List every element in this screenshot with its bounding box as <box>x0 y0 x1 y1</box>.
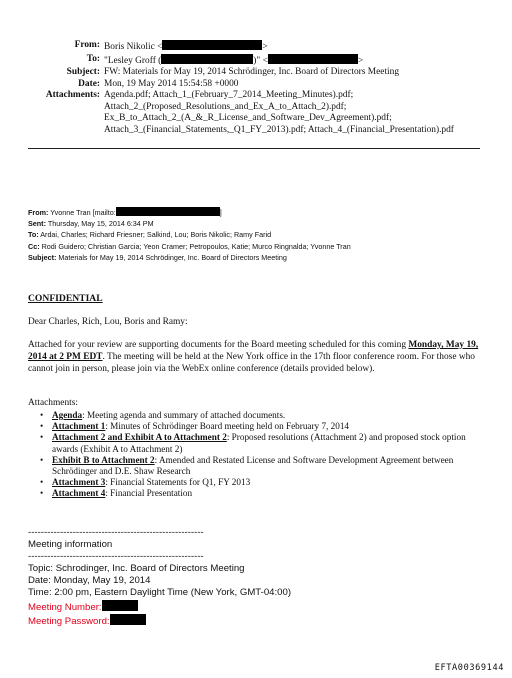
para-pre: Attached for your review are supporting documents for the Board meeting scheduled for this coming <box>28 340 409 350</box>
header-date-row <box>0 79 512 91</box>
attachment-name: Agenda <box>52 410 83 420</box>
meeting-number-label: Meeting Number: <box>28 601 102 613</box>
fwd-subject-value: Materials for May 19, 2014 Schrödinger, Inc. Board of Directors Meeting <box>58 252 287 262</box>
fwd-sent-row <box>28 218 351 229</box>
meeting-info <box>28 527 291 628</box>
fwd-sent-value: Thursday, May 15, 2014 6:34 PM <box>47 219 154 229</box>
fwd-from-close: ] <box>219 208 222 217</box>
meeting-dash-top: ------------------------------------------------------- <box>28 527 204 538</box>
bullet-icon: • <box>40 410 44 420</box>
meeting-time: Time: 2:00 pm, Eastern Daylight Time (New York, GMT-04:00) <box>28 587 292 599</box>
meeting-datetime: Monday, May 19, 2014 at 2 PM EDT <box>28 340 479 362</box>
meeting-date: Date: Monday, May 19, 2014 <box>28 575 151 587</box>
para-post: . The meeting will be held at the New York office in the 17th floor conference room. For those who cannot join in person, please join via the WebEx online conference (details provided below). <box>28 351 475 374</box>
meeting-password-row <box>28 614 291 628</box>
attachment-desc: : Minutes of Schrödinger Board meeting held on February 7, 2014 <box>105 421 350 432</box>
header-attachments-row <box>0 90 512 136</box>
date-label: Date: <box>78 78 100 89</box>
header-divider <box>28 148 480 149</box>
redaction-block <box>116 207 220 216</box>
header-from-row <box>0 40 512 54</box>
fwd-cc-row <box>28 241 351 252</box>
fwd-from-label: From: <box>28 208 49 217</box>
redaction-block <box>110 614 146 625</box>
fwd-to-label: To: <box>28 230 39 240</box>
attachment-name: Attachment 3 <box>52 477 106 488</box>
attachment-line: Ex_B_to_Attach_2_(A_&_R_License_and_Software_Dev_Agreement).pdf; <box>104 113 392 123</box>
fwd-cc-label: Cc: <box>28 241 40 251</box>
meeting-number-row <box>28 600 291 614</box>
greeting: Dear Charles, Rich, Lou, Boris and Ramy: <box>28 317 188 327</box>
fwd-subject-label: Subject: <box>28 252 57 262</box>
list-item <box>38 477 488 488</box>
from-value: Boris Nikolic < <box>104 42 163 52</box>
forwarded-header <box>28 207 351 263</box>
attachment-desc: : Proposed resolutions (Attachment 2) and proposed stock option awards (Exhibit A to Attachment 2) <box>52 432 466 454</box>
list-item <box>38 455 488 477</box>
meeting-dash-bottom: ------------------------------------------------------- <box>28 551 204 563</box>
email-header <box>0 40 512 136</box>
redaction-block <box>162 40 262 50</box>
fwd-sent-label: Sent: <box>28 219 46 229</box>
meeting-password-label: Meeting Password: <box>28 615 110 627</box>
confidential-heading: CONFIDENTIAL <box>28 293 103 304</box>
attachments-label: Attachments: <box>45 90 100 100</box>
attachment-name: Attachment 2 and Exhibit A to Attachment 2 <box>52 432 227 443</box>
bullet-icon: • <box>40 488 44 499</box>
fwd-from-row <box>28 207 351 218</box>
fwd-from-value: Yvonne Tran [mailto: <box>50 208 116 217</box>
fwd-to-row <box>28 229 351 240</box>
attachment-name: Exhibit B to Attachment 2 <box>52 454 155 465</box>
fwd-to-value: Ardai, Charles; Richard Friesner; Salkind, Lou; Boris Nikolic; Ramy Farid <box>40 230 272 240</box>
attachment-line: Attach_2_(Proposed_Resolutions_and_Ex_A_to_Attach_2).pdf; <box>104 101 347 112</box>
attachment-desc: : Meeting agenda and summary of attached documents. <box>82 410 286 420</box>
redaction-block <box>161 54 253 64</box>
to-mid: )" < <box>253 55 268 66</box>
fwd-subject-row <box>28 252 351 263</box>
redaction-block <box>102 600 138 611</box>
redaction-block <box>268 54 358 64</box>
list-item <box>38 488 488 499</box>
list-item <box>38 432 488 454</box>
to-label: To: <box>86 53 100 64</box>
attachment-desc: : Amended and Restated License and Software Development Agreement between Schrödinger and D.E. Shaw Research <box>52 454 454 477</box>
header-subject-row <box>0 67 512 79</box>
bullet-icon: • <box>40 421 44 432</box>
to-value: "Lesley Groff ( <box>104 55 162 66</box>
from-close: > <box>262 42 268 52</box>
bates-number: EFTA00369144 <box>434 663 504 673</box>
from-label: From: <box>74 40 100 50</box>
header-to-row <box>0 54 512 68</box>
subject-value: FW: Materials for May 19, 2014 Schrödinger, Inc. Board of Directors Meeting <box>104 67 400 77</box>
attachments-heading: Attachments: <box>28 398 78 408</box>
attachment-line: Attach_3_(Financial_Statements,_Q1_FY_2013).pdf; Attach_4_(Financial_Presentation).pdf <box>104 124 454 135</box>
attachments-list <box>38 410 488 500</box>
subject-label: Subject: <box>66 67 100 77</box>
attachment-line: Agenda.pdf; Attach_1_(February_7_2014_Meeting_Minutes).pdf; <box>104 90 354 100</box>
attachment-name: Attachment 1 <box>52 421 106 432</box>
attachment-desc: : Financial Statements for Q1, FY 2013 <box>105 477 251 488</box>
bullet-icon: • <box>40 432 44 443</box>
list-item <box>38 410 488 421</box>
meeting-title: Meeting information <box>28 539 113 551</box>
fwd-cc-value: Rodi Guidero; Christian Garcia; Yeon Cramer; Petropoulos, Katie; Murco Ringnalda; Yvonne Tran <box>41 241 351 251</box>
date-value: Mon, 19 May 2014 15:54:58 +0000 <box>104 78 239 89</box>
attachment-name: Attachment 4 <box>52 488 106 499</box>
list-item <box>38 421 488 432</box>
bullet-icon: • <box>40 477 44 488</box>
meeting-topic: Topic: Schrodinger, Inc. Board of Directors Meeting <box>28 563 245 575</box>
attachment-desc: : Financial Presentation <box>105 488 193 499</box>
bullet-icon: • <box>40 454 44 465</box>
body-paragraph <box>28 340 490 375</box>
to-close: > <box>357 55 364 66</box>
